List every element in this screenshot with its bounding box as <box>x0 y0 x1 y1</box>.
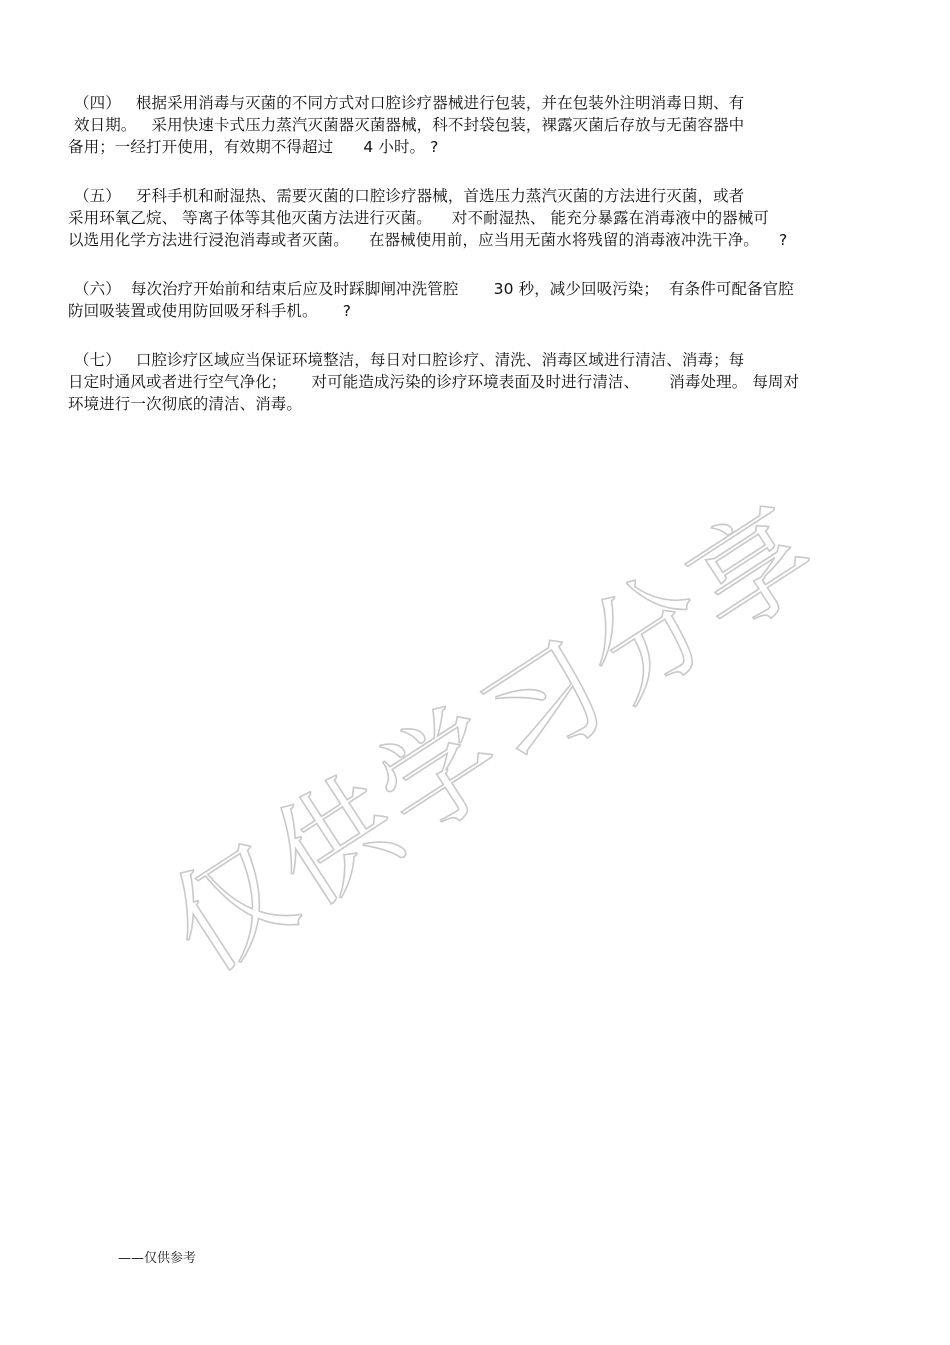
paragraph-6 <box>68 278 883 322</box>
document-body <box>68 92 883 442</box>
paragraph-line: （五） 牙科手机和耐湿热、需要灭菌的口腔诊疗器械，首选压力蒸汽灭菌的方法进行灭菌，或者 <box>74 187 745 205</box>
paragraph-line: 环境进行一次彻底的清洁、消毒。 <box>68 395 303 413</box>
watermark-text: 仅供学习分享 <box>145 477 845 999</box>
paragraph-line: 以选用化学方法进行浸泡消毒或者灭菌。 在器械使用前，应当用无菌水将残留的消毒液冲洗干净。 ? <box>68 231 788 249</box>
paragraph-line: 效日期。 采用快速卡式压力蒸汽灭菌器灭菌器械，科不封袋包装，裸露灭菌后存放与无菌容器中 <box>74 116 745 134</box>
paragraph-7 <box>68 349 883 415</box>
paragraph-line: 备用；一经打开使用，有效期不得超过 4 小时。 ? <box>68 138 439 156</box>
paragraph-4 <box>68 92 883 158</box>
footer-note: ——仅供参考 <box>118 1251 197 1266</box>
paragraph-line: （六） 每次治疗开始前和结束后应及时踩脚闸冲洗管腔 30 秒，减少回吸污染； 有条件可配备官腔 <box>74 280 794 298</box>
paragraph-line: 日定时通风或者进行空气净化； 对可能造成污染的诊疗环境表面及时进行清洁、 消毒处理。 每周对 <box>68 373 800 391</box>
paragraph-line: 防回吸装置或使用防回吸牙科手机。 ? <box>68 302 352 320</box>
paragraph-line: （四） 根据采用消毒与灭菌的不同方式对口腔诊疗器械进行包装，并在包装外注明消毒日期、有 <box>74 94 745 112</box>
paragraph-line: （七） 口腔诊疗区域应当保证环境整洁，每日对口腔诊疗、清洗、消毒区域进行清洁、消毒；每 <box>74 351 745 369</box>
paragraph-5 <box>68 185 883 251</box>
paragraph-line: 采用环氧乙烷、 等离子体等其他灭菌方法进行灭菌。 对不耐湿热、 能充分暴露在消毒液中的器械可 <box>68 209 769 227</box>
